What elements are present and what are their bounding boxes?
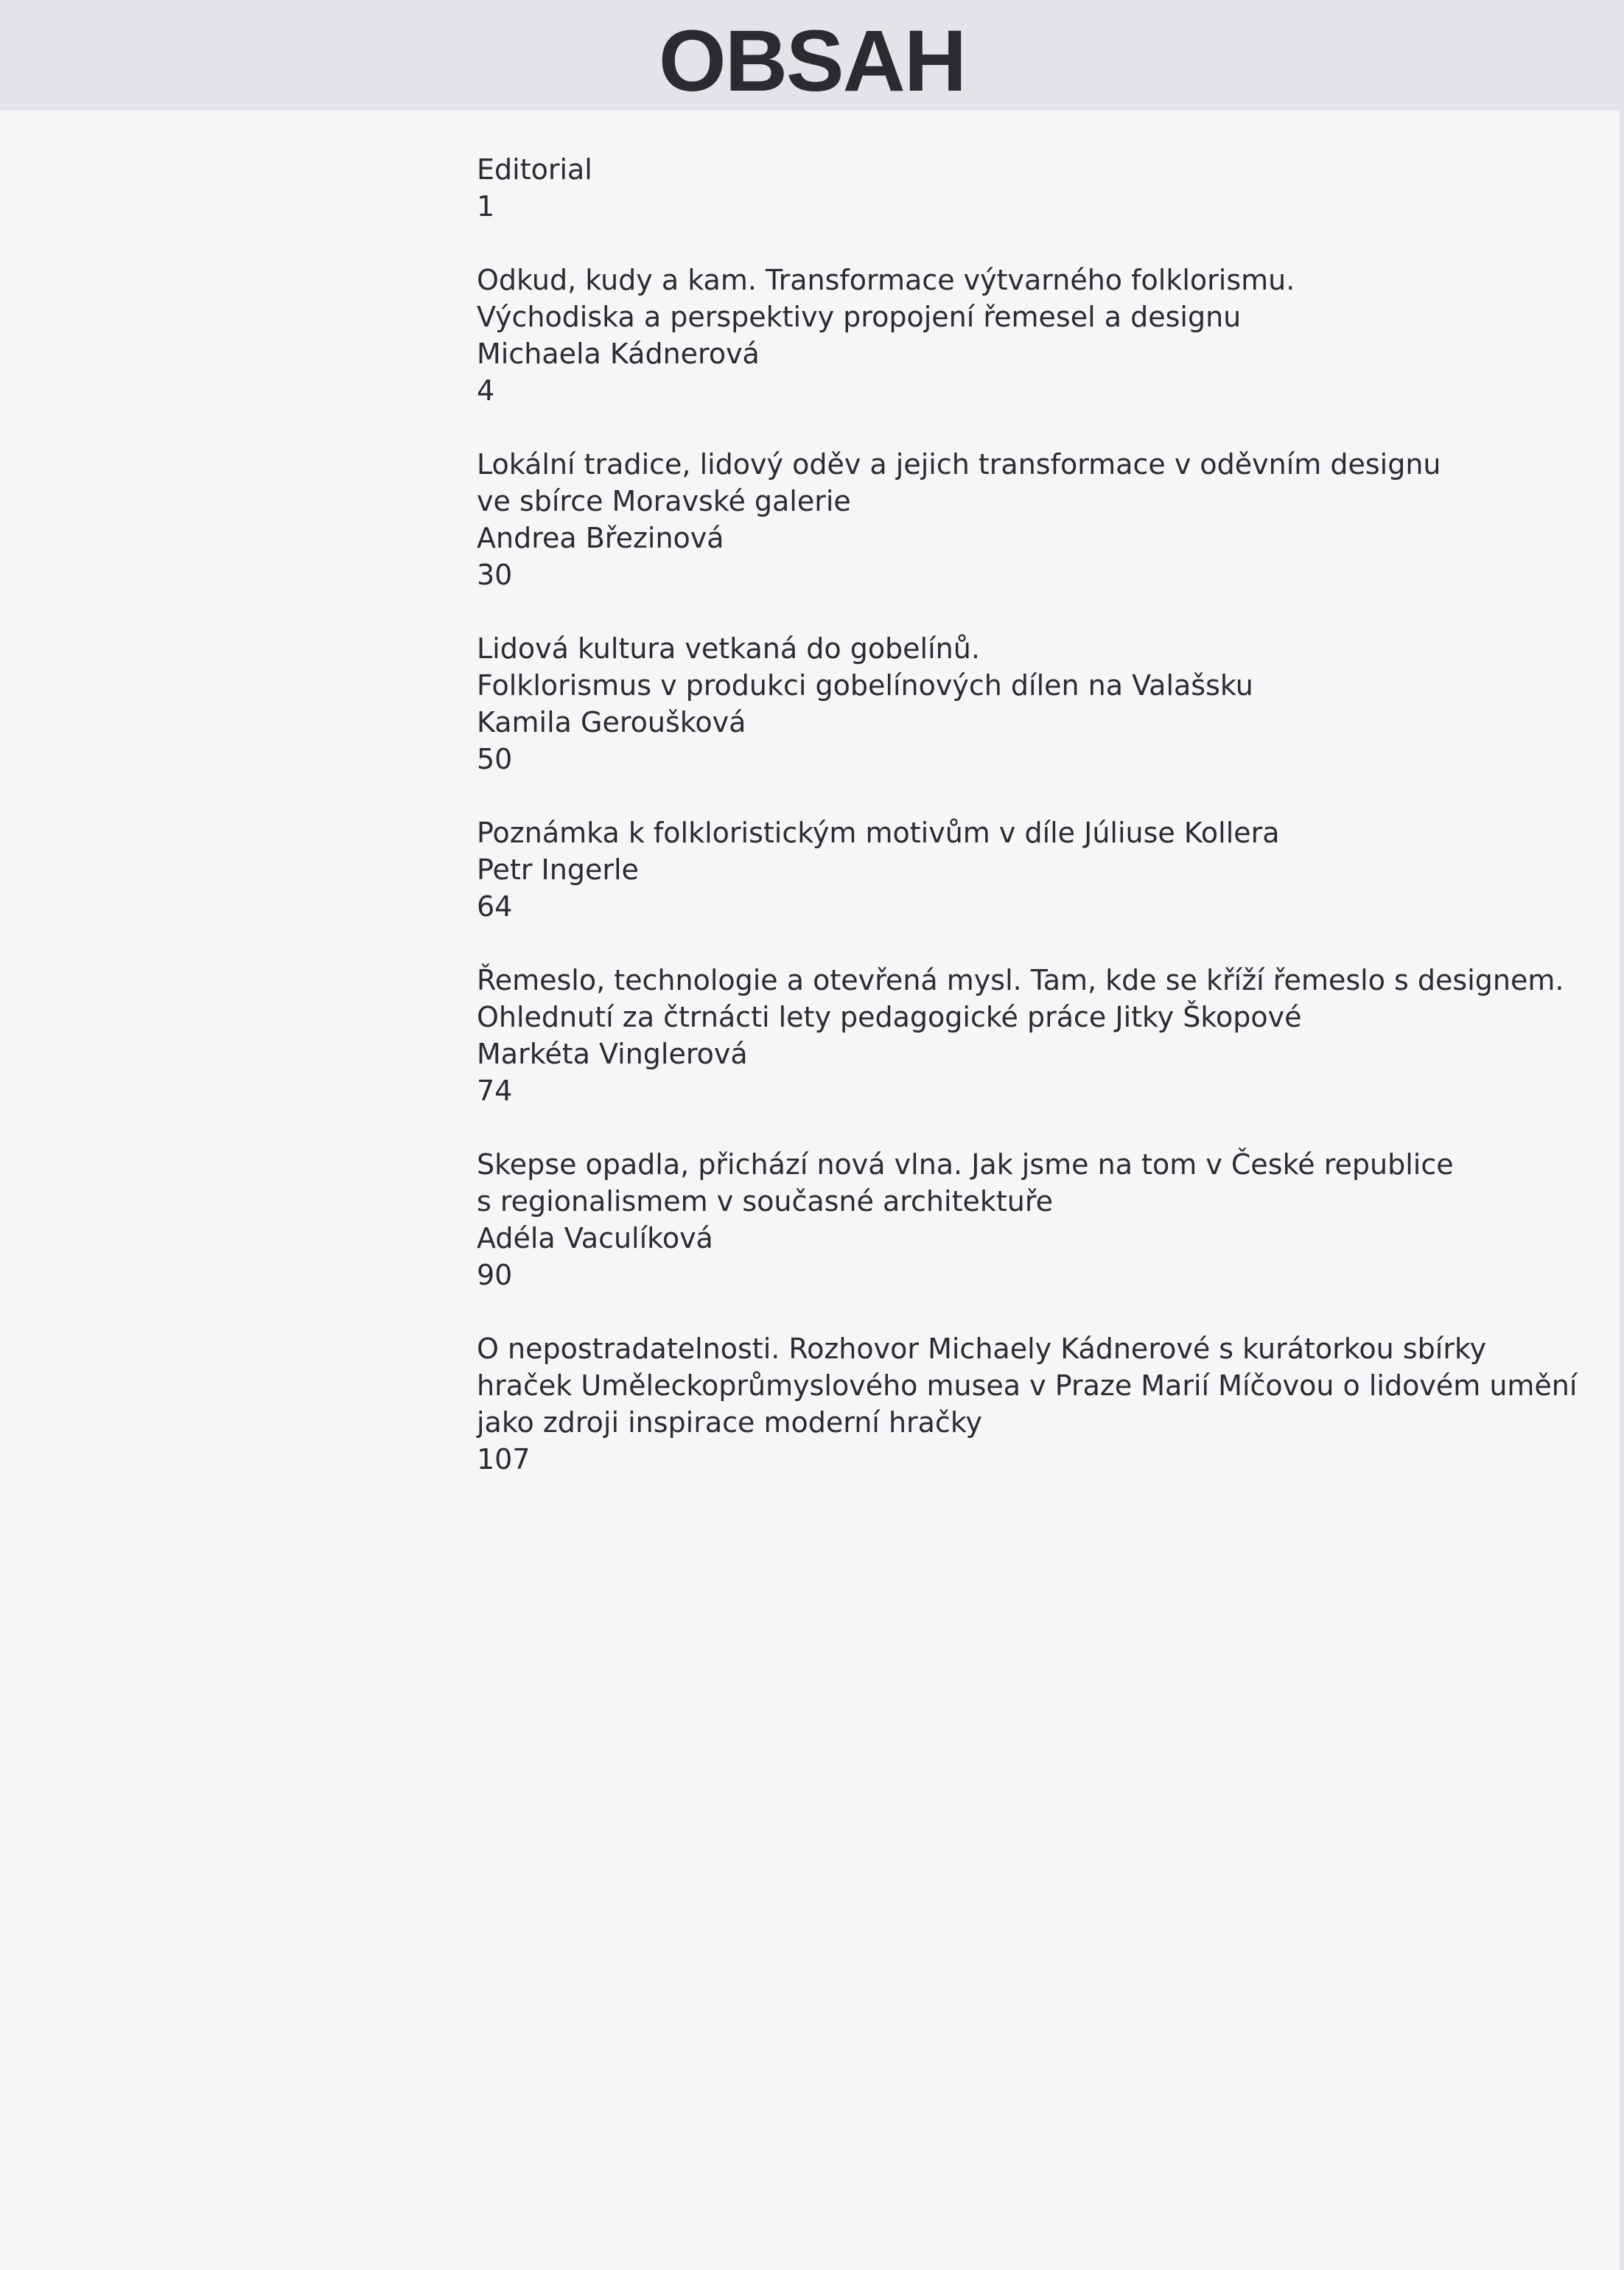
toc-entry-title: Lokální tradice, lidový oděv a jejich transformace v oděvním designu xyxy=(477,448,1441,481)
toc-entry-title: Folklorismus v produkci gobelínových dílen na Valašsku xyxy=(477,669,1253,702)
toc-entry-author: Andrea Březinová xyxy=(477,522,724,554)
toc-entry-title: s regionalismem v současné architektuře xyxy=(477,1185,1054,1218)
toc-entry-page-number: 64 xyxy=(477,890,513,923)
toc-entry-title: Východiska a perspektivy propojení řemesel a designu xyxy=(477,301,1242,333)
toc-entry-vaculikova xyxy=(477,1146,1582,1293)
toc-entry-title: jako zdroji inspirace moderní hračky xyxy=(477,1406,982,1439)
toc-entry-author: Michaela Kádnerová xyxy=(477,338,760,370)
toc-entry-title: hraček Uměleckoprůmyslového musea v Praze Marií Míčovou o lidovém umění xyxy=(477,1369,1578,1402)
toc-entry-title: ve sbírce Moravské galerie xyxy=(477,485,851,517)
toc-entry-title: Ohlednutí za čtrnácti lety pedagogické práce Jitky Škopové xyxy=(477,1001,1302,1033)
toc-entry-page-number: 50 xyxy=(477,743,513,775)
toc-entry-page-number: 107 xyxy=(477,1443,531,1476)
toc-entry-title: Editorial xyxy=(477,153,592,186)
toc-entry-vinglerova xyxy=(477,962,1582,1109)
toc-entry-page-number: 90 xyxy=(477,1259,513,1291)
page-edge xyxy=(1620,0,1624,2270)
toc-entry-page-number: 74 xyxy=(477,1075,513,1107)
toc-entry-title: Skepse opadla, přichází nová vlna. Jak jsme na tom v České republice xyxy=(477,1148,1454,1181)
table-of-contents xyxy=(477,151,1582,1478)
toc-entry-valouskova xyxy=(477,630,1582,778)
toc-entry-author: Kamila Geroušková xyxy=(477,706,746,738)
toc-entry-ingerle xyxy=(477,814,1582,925)
toc-entry-author: Markéta Vinglerová xyxy=(477,1038,748,1070)
toc-entry-kadnerova xyxy=(477,262,1582,409)
toc-entry-title: Odkud, kudy a kam. Transformace výtvarného folklorismu. xyxy=(477,264,1295,296)
toc-entry-editorial xyxy=(477,151,1582,225)
toc-entry-interview xyxy=(477,1330,1582,1478)
toc-entry-brezinova xyxy=(477,446,1582,593)
toc-entry-title: O nepostradatelnosti. Rozhovor Michaely Kádnerové s kurátorkou sbírky xyxy=(477,1333,1487,1365)
toc-entry-page-number: 4 xyxy=(477,374,495,407)
toc-entry-page-number: 30 xyxy=(477,559,513,591)
toc-entry-page-number: 1 xyxy=(477,190,495,223)
toc-entry-title: Poznámka k folkloristickým motivům v díle Júliuse Kollera xyxy=(477,817,1280,849)
toc-entry-title: Lidová kultura vetkaná do gobelínů. xyxy=(477,632,980,665)
page-title: OBSAH xyxy=(658,13,966,110)
toc-entry-title: Řemeslo, technologie a otevřená mysl. Tam, kde se kříží řemeslo s designem. xyxy=(477,964,1564,996)
toc-entry-author: Adéla Vaculíková xyxy=(477,1222,713,1254)
toc-entry-author: Petr Ingerle xyxy=(477,853,639,886)
